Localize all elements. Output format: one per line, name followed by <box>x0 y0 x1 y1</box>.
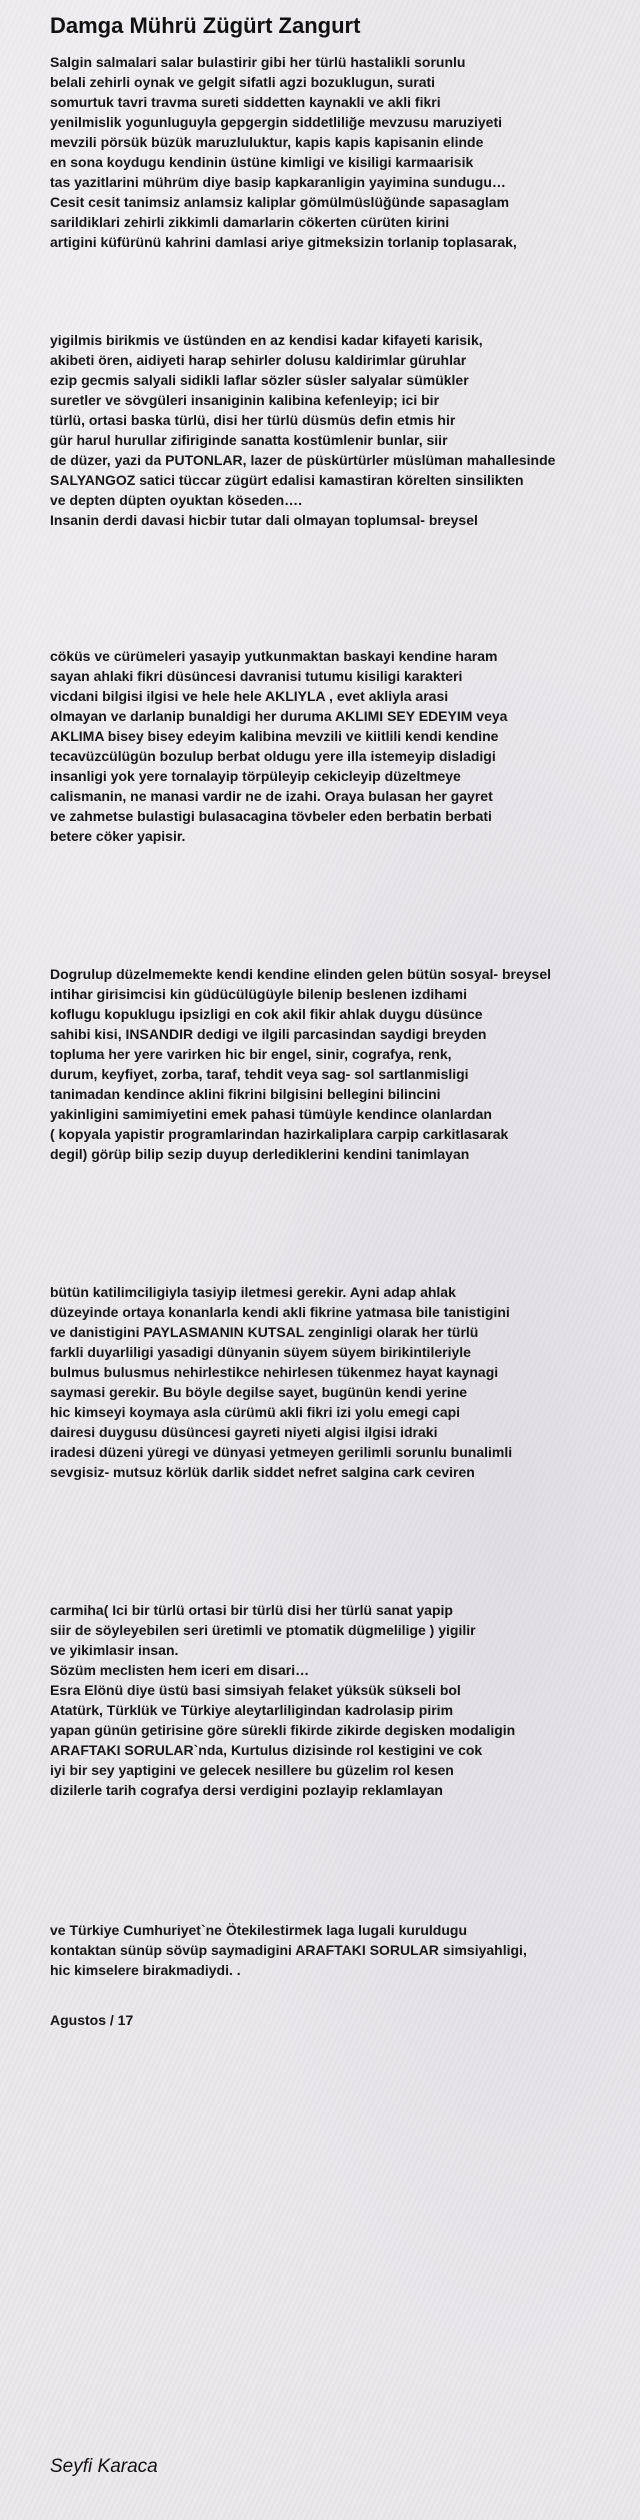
poem-line: ve yikimlasir insan. <box>50 1642 179 1658</box>
stanza-1 <box>50 52 630 252</box>
poem-line: yakinligini samimiyetini emek pahasi tümüyle kendince olanlardan <box>50 1106 492 1122</box>
poem-line: türlü, ortasi baska türlü, disi her türlü düsmüs defin etmis hir <box>50 412 456 428</box>
poem-line: sahibi kisi, INSANDIR dedigi ve ilgili parcasindan saydigi breyden <box>50 1026 487 1042</box>
poem-line: artigini küfürünü kahrini damlasi ariye gitmeksizin torlanip toplasarak, <box>50 234 517 250</box>
poem-line: tas yazitlarini mührüm diye basip kapkaranligin yayimina sundugu… <box>50 174 506 190</box>
poem-line: ve zahmetse bulastigi bulasacagina tövbeler eden berbatin berbati <box>50 808 492 824</box>
poem-line: tecavüzcülügün bozulup berbat oldugu yere illa istemeyip disladigi <box>50 748 496 764</box>
poem-line: Atatürk, Türklük ve Türkiye aleytarliligindan kadrolasip pirim <box>50 1702 454 1718</box>
poem-line: Sözüm meclisten hem iceri em disari… <box>50 1662 310 1678</box>
poem-line: ( kopyala yapistir programlarindan hazirkaliplara carpip carkitlasarak <box>50 1126 509 1142</box>
stanza-spacer <box>50 530 630 646</box>
poem-line: ezip gecmis salyali sidikli laflar sözler süsler salyalar sümükler <box>50 372 469 388</box>
poem-line: belali zehirli oynak ve gelgit sifatli agzi bozuklugun, surati <box>50 74 436 90</box>
stanza-4 <box>50 964 630 1164</box>
poem-line: yenilmislik yogunluguyla gepgergin siddetliliğe mevzusu maruziyeti <box>50 114 502 130</box>
poem-line: durum, keyfiyet, zorba, taraf, tehdit veya sag- sol sartlanmisligi <box>50 1066 469 1082</box>
poem-line: mevzili pörsük büzük maruzluluktur, kapis kapis kapisanin elinde <box>50 134 484 150</box>
poem-line: de düzer, yazi da PUTONLAR, lazer de püskürtürler müslüman mahallesinde <box>50 452 556 468</box>
poem-line: Cesit cesit tanimsiz anlamsiz kaliplar gömülmüslüğünde sapasaglam <box>50 194 510 210</box>
poem-line: somurtuk tavri travma sureti siddetten kaynakli ve akli fikri <box>50 94 441 110</box>
poem-line: yigilmis birikmis ve üstünden en az kendisi kadar kifayeti karisik, <box>50 332 483 348</box>
poem-line: degil) görüp bilip sezip duyup derlediklerini kendini tanimlayan <box>50 1146 470 1162</box>
poem-line: sevgisiz- mutsuz körlük darlik siddet nefret salgina cark ceviren <box>50 1464 475 1480</box>
poem-date: Agustos / 17 <box>50 2012 134 2028</box>
poem-line: koflugu kopuklugu ipsizligi en cok akil fikir ahlak duygu düsünce <box>50 1006 483 1022</box>
poem-line: ve depten düpten oyuktan köseden…. <box>50 492 303 508</box>
poem-line: hic kimseyi koymaya asla cürümü akli fikri izi yolu emegi capi <box>50 1404 461 1420</box>
poem-line: ve Türkiye Cumhuriyet`ne Ötekilestirmek laga lugali kuruldugu <box>50 1922 467 1938</box>
poem-line: en sona koydugu kendinin üstüne kimligi ve kisiligi karmaarisik <box>50 154 474 170</box>
poem-line: sayan ahlaki fikri düsüncesi davranisi tutumu kisiligi karakteri <box>50 668 463 684</box>
stanza-2 <box>50 330 630 530</box>
poem-line: ARAFTAKI SORULAR`nda, Kurtulus dizisinde rol kestigini ve cok <box>50 1742 483 1758</box>
stanza-spacer <box>50 1164 630 1282</box>
poem-line: bulmus bulusmus nehirlestikce nehirlesen tükenmez hayat kaynagi <box>50 1364 499 1380</box>
poem-line: AKLIMA bisey bisey edeyim kalibina mevzili ve kiitlili kendi kendine <box>50 728 499 744</box>
poem-line: intihar girisimcisi kin güdücülügüyle bilenip beslenen izdihami <box>50 986 467 1002</box>
poem-line: dairesi duygusu düsüncesi gayreti niyeti algisi ilgisi idraki <box>50 1424 438 1440</box>
poem-line: yapan günün getirisine göre sürekli fikirde zikirde degisken modaligin <box>50 1722 516 1738</box>
poem-line: saymasi gerekir. Bu böyle degilse sayet, bugünün kendi yerine <box>50 1384 468 1400</box>
poem-line: iyi bir sey yaptigini ve gelecek nesillere bu güzelim rol kesen <box>50 1762 454 1778</box>
poem-line: Dogrulup düzelmemekte kendi kendine elinden gelen bütün sosyal- breysel <box>50 966 551 982</box>
poem-line: kontaktan sünüp sövüp saymadigini ARAFTAKI SORULAR simsiyahligi, <box>50 1942 527 1958</box>
poem-line: akibeti ören, aidiyeti harap sehirler dolusu kaldirimlar güruhlar <box>50 352 467 368</box>
poem-line: olmayan ve darlanip bunaldigi her duruma AKLIMI SEY EDEYIM veya <box>50 708 508 724</box>
author-signature: Seyfi Karaca <box>50 2456 158 2477</box>
poem-line: dizilerle tarih cografya dersi verdigini pozlayip reklamlayan <box>50 1782 443 1798</box>
poem-line: topluma her yere varirken hic bir engel, sinir, cografya, renk, <box>50 1046 452 1062</box>
poem-line: calismanin, ne manasi vardir ne de izahi. Oraya bulasan her gayret <box>50 788 493 804</box>
poem-line: siir de söyleyebilen seri üretimli ve ptomatik dügmelilige ) yigilir <box>50 1622 476 1638</box>
stanza-spacer <box>50 1482 630 1600</box>
stanza-3 <box>50 646 630 846</box>
stanza-7 <box>50 1920 630 1980</box>
poem-line: iradesi düzeni yüregi ve dünyasi yetmeyen gerilimli sorunlu bunalimli <box>50 1444 513 1460</box>
stanza-6 <box>50 1600 630 1800</box>
poem-line: vicdani bilgisi ilgisi ve hele hele AKLIYLA , evet akliyla arasi <box>50 688 449 704</box>
poem-line: Insanin derdi davasi hicbir tutar dali olmayan toplumsal- breysel <box>50 512 478 528</box>
poem-line: sarildiklari zehirli zikkimli damarlarin cökerten cürüten kirini <box>50 214 450 230</box>
stanza-5 <box>50 1282 630 1482</box>
poem-line: Salgin salmalari salar bulastirir gibi her türlü hastalikli sorunlu <box>50 54 466 70</box>
poem-line: Esra Elönü diye üstü basi simsiyah felaket yüksük sükseli bol <box>50 1682 461 1698</box>
poem-line: hic kimselere birakmadiydi. . <box>50 1962 241 1978</box>
poem-line: düzeyinde ortaya konanlarla kendi akli fikrine yatmasa bile tanistigini <box>50 1304 510 1320</box>
poem-line: gür harul hurullar zifiriginde sanatta kostümlenir bunlar, siir <box>50 432 448 448</box>
poem-line: farkli duyarliligi yasadigi dünyanin süyem süyem birikintileriyle <box>50 1344 471 1360</box>
poem-line: suretler ve sövgüleri insaniginin kalibina kefenleyip; ici bir <box>50 392 440 408</box>
stanza-spacer <box>50 846 630 964</box>
stanza-spacer <box>50 252 630 330</box>
poem-line: betere cöker yapisir. <box>50 828 186 844</box>
poem-line: insanligi yok yere tornalayip törpüleyip cekicleyip düzeltmeye <box>50 768 461 784</box>
stanza-spacer <box>50 1800 630 1920</box>
poem-line: bütün katilimciligiyla tasiyip iletmesi gerekir. Ayni adap ahlak <box>50 1284 456 1300</box>
poem-line: ve danistigini PAYLASMANIN KUTSAL zenginligi olarak her türlü <box>50 1324 479 1340</box>
poem-line: cöküs ve cürümeleri yasayip yutkunmaktan baskayi kendine haram <box>50 648 498 664</box>
poem-line: carmiha( Ici bir türlü ortasi bir türlü disi her türlü sanat yapip <box>50 1602 453 1618</box>
poem-line: SALYANGOZ satici tüccar zügürt edalisi kamastiran körelten sinsilikten <box>50 472 524 488</box>
poem-title: Damga Mührü Zügürt Zangurt <box>50 13 361 38</box>
poem-line: tanimadan kendince aklini fikrini bilgisini bellegini bilincini <box>50 1086 441 1102</box>
